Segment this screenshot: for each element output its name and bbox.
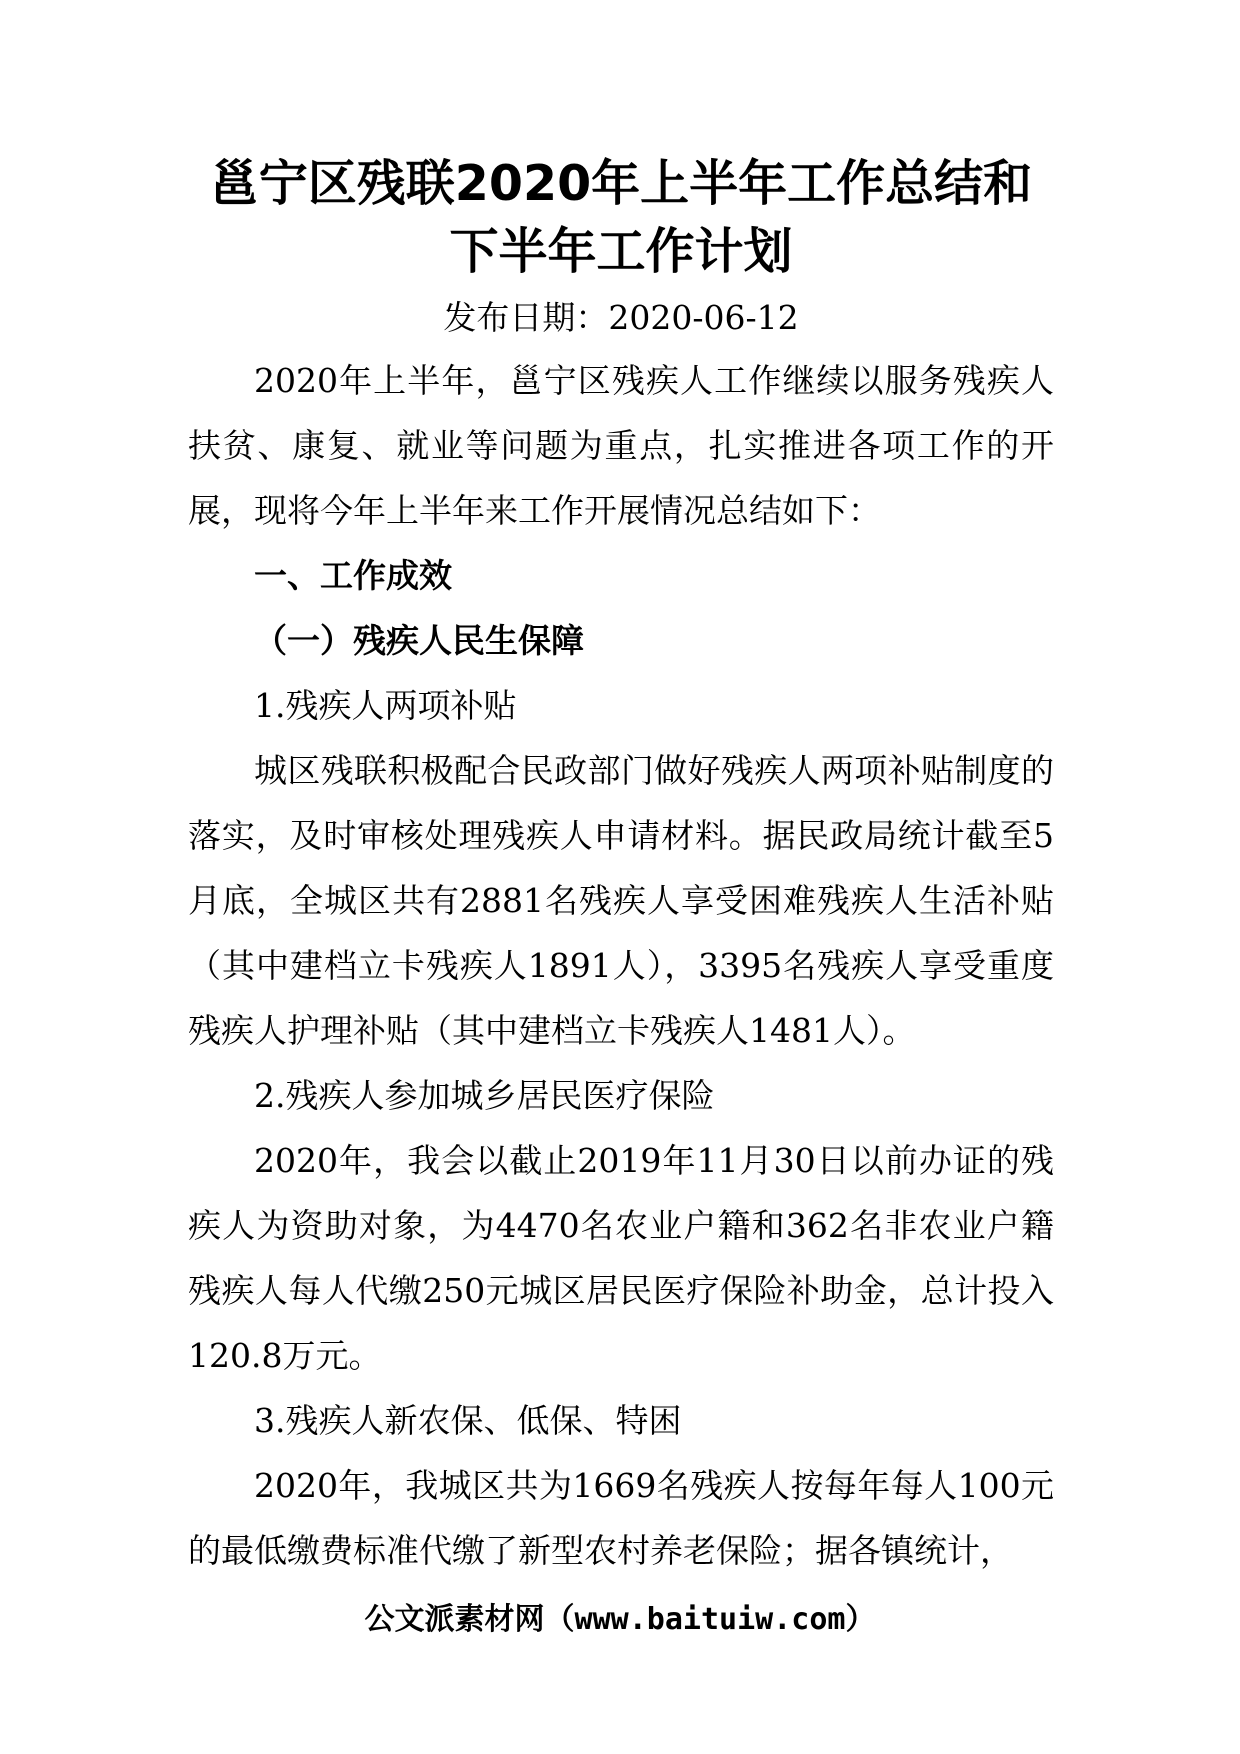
document-title: 邕宁区残联2020年上半年工作总结和下半年工作计划 (209, 155, 1033, 280)
item-paragraph: 2020年，我会以截止2019年11月30日以前办证的残疾人为资助对象，为4470名农业户籍和362名非农业户籍残疾人每人代缴250元城区居民医疗保险补助金，总计投入120.8万元。 (188, 1141, 1054, 1375)
item-heading: 1.残疾人两项补贴 (254, 686, 517, 725)
item-heading: 2.残疾人参加城乡居民医疗保险 (254, 1076, 715, 1115)
footer-site-url: （www.baituiw.com） (544, 1602, 876, 1637)
subsection-heading: （一）残疾人民生保障 (254, 621, 584, 660)
footer-watermark (0, 1600, 1240, 1640)
footer-site-name: 公文派素材网 (364, 1602, 545, 1637)
section-heading: 一、工作成效 (254, 556, 452, 595)
item-paragraph: 2020年，我城区共为1669名残疾人按每年每人100元的最低缴费标准代缴了新型农村养老保险；据各镇统计， (188, 1466, 1054, 1570)
document-page (188, 150, 1054, 1583)
item-paragraph: 城区残联积极配合民政部门做好残疾人两项补贴制度的落实，及时审核处理残疾人申请材料。据民政局统计截至5月底，全城区共有2881名残疾人享受困难残疾人生活补贴（其中建档立卡残疾人1891人），3395名残疾人享受重度残疾人护理补贴（其中建档立卡残疾人1481人）。 (188, 751, 1054, 1050)
item-heading: 3.残疾人新农保、低保、特困 (254, 1401, 682, 1440)
intro-paragraph: 2020年上半年，邕宁区残疾人工作继续以服务残疾人扶贫、康复、就业等问题为重点，扎实推进各项工作的开展，现将今年上半年来工作开展情况总结如下： (188, 361, 1054, 530)
publish-date: 发布日期：2020-06-12 (443, 298, 799, 337)
